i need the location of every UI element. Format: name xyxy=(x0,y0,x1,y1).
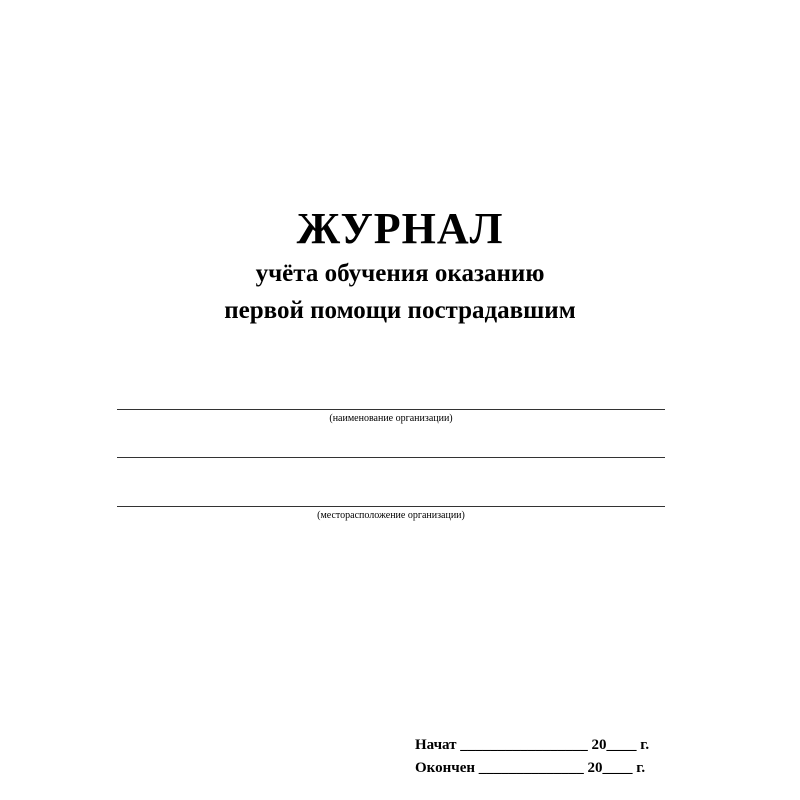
document-subtitle-line2: первой помощи пострадавшим xyxy=(224,297,576,324)
org-name-line xyxy=(117,409,665,410)
document-title: ЖУРНАЛ xyxy=(296,204,504,253)
org-location-line-1 xyxy=(117,457,665,458)
org-location-caption: (месторасположение организации) xyxy=(317,510,465,521)
document-subtitle-line1: учёта обучения оказанию xyxy=(255,260,545,287)
started-date-line: Начат _________________ 20____ г. xyxy=(415,737,650,753)
finished-date-line: Окончен ______________ 20____ г. xyxy=(415,760,646,776)
org-name-caption: (наименование организации) xyxy=(329,413,453,424)
org-location-line-2 xyxy=(117,506,665,507)
